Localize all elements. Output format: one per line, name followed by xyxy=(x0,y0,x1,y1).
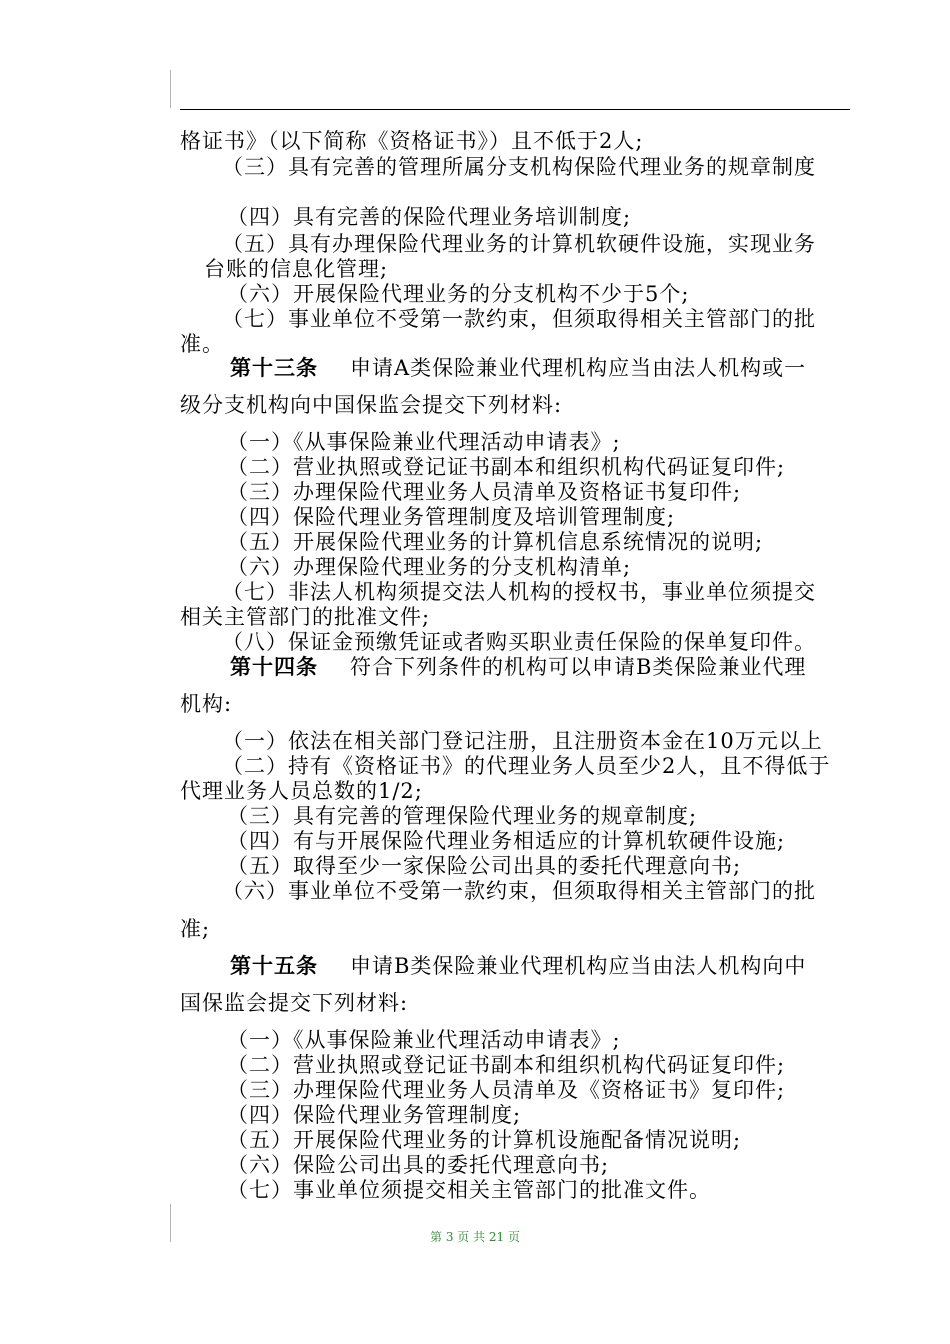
text-line: （五）取得至少一家保险公司出具的委托代理意向书; xyxy=(227,854,742,878)
text-line: （六）开展保险代理业务的分支机构不少于5个; xyxy=(227,282,690,306)
crop-mark-top xyxy=(170,70,171,108)
text-line: （七）事业单位须提交相关主管部门的批准文件。 xyxy=(227,1178,711,1202)
header-rule xyxy=(180,109,850,110)
text-line: （三）办理保险代理业务人员清单及资格证书复印件; xyxy=(227,480,742,504)
text-line: （三）办理保险代理业务人员清单及《资格证书》复印件; xyxy=(227,1078,786,1102)
text-line: （八）保证金预缴凭证或者购买职业责任保险的保单复印件。 xyxy=(222,630,816,654)
text-line: （一）《从事保险兼业代理活动申请表》; xyxy=(227,430,621,454)
text-line: 台账的信息化管理; xyxy=(204,257,389,281)
article-13-heading: 第十三条 xyxy=(230,355,318,380)
text-line: 格证书》（以下简称《资格证书》）且不低于2人; xyxy=(180,129,644,153)
text-line: 机构: xyxy=(180,692,233,716)
text-line: 申请B类保险兼业代理机构应当由法人机构向中 xyxy=(350,954,807,978)
text-line: （四）有与开展保险代理业务相适应的计算机软硬件设施; xyxy=(227,829,786,853)
text-line: 相关主管部门的批准文件; xyxy=(180,605,431,629)
text-line: （五）具有办理保险代理业务的计算机软硬件设施，实现业务 xyxy=(222,232,816,256)
text-line: （二）营业执照或登记证书副本和组织机构代码证复印件; xyxy=(227,455,786,479)
text-line: 国保监会提交下列材料: xyxy=(180,991,409,1015)
text-line: （二）营业执照或登记证书副本和组织机构代码证复印件; xyxy=(227,1053,786,1077)
text-line: （七）非法人机构须提交法人机构的授权书，事业单位须提交 xyxy=(222,580,816,604)
text-line: （五）开展保险代理业务的计算机设施配备情况说明; xyxy=(227,1128,742,1152)
text-line: （二）持有《资格证书》的代理业务人员至少2人，且不得低于 xyxy=(222,754,831,778)
text-line: （六）办理保险代理业务的分支机构清单; xyxy=(227,555,632,579)
text-line: （三）具有完善的管理所属分支机构保险代理业务的规章制度 xyxy=(222,155,816,179)
text-line: 准。 xyxy=(180,332,224,356)
text-line: （一）《从事保险兼业代理活动申请表》; xyxy=(227,1028,621,1052)
text-line: （四）保险代理业务管理制度及培训管理制度; xyxy=(227,505,676,529)
text-line: （四）保险代理业务管理制度; xyxy=(227,1103,522,1127)
text-line: （一）依法在相关部门登记注册，且注册资本金在10万元以上 xyxy=(222,729,823,753)
text-line: （三）具有完善的管理保险代理业务的规章制度; xyxy=(227,804,698,828)
text-line: 符合下列条件的机构可以申请B类保险兼业代理 xyxy=(350,655,807,679)
text-line: 准; xyxy=(180,917,211,941)
text-line: 申请A类保险兼业代理机构应当由法人机构或一 xyxy=(350,356,807,380)
text-line: 代理业务人员总数的1/2; xyxy=(180,779,423,803)
text-line: 级分支机构向中国保监会提交下列材料: xyxy=(180,393,563,417)
page-number-footer: 第 3 页 共 21 页 xyxy=(430,1230,520,1244)
text-line: （五）开展保险代理业务的计算机信息系统情况的说明; xyxy=(227,530,764,554)
text-line: （四）具有完善的保险代理业务培训制度; xyxy=(227,205,632,229)
text-line: （六）事业单位不受第一款约束，但须取得相关主管部门的批 xyxy=(222,879,816,903)
text-line: （六）保险公司出具的委托代理意向书; xyxy=(227,1153,610,1177)
article-15-heading: 第十五条 xyxy=(230,953,318,978)
article-14-heading: 第十四条 xyxy=(230,654,318,679)
text-line: （七）事业单位不受第一款约束，但须取得相关主管部门的批 xyxy=(222,307,816,331)
